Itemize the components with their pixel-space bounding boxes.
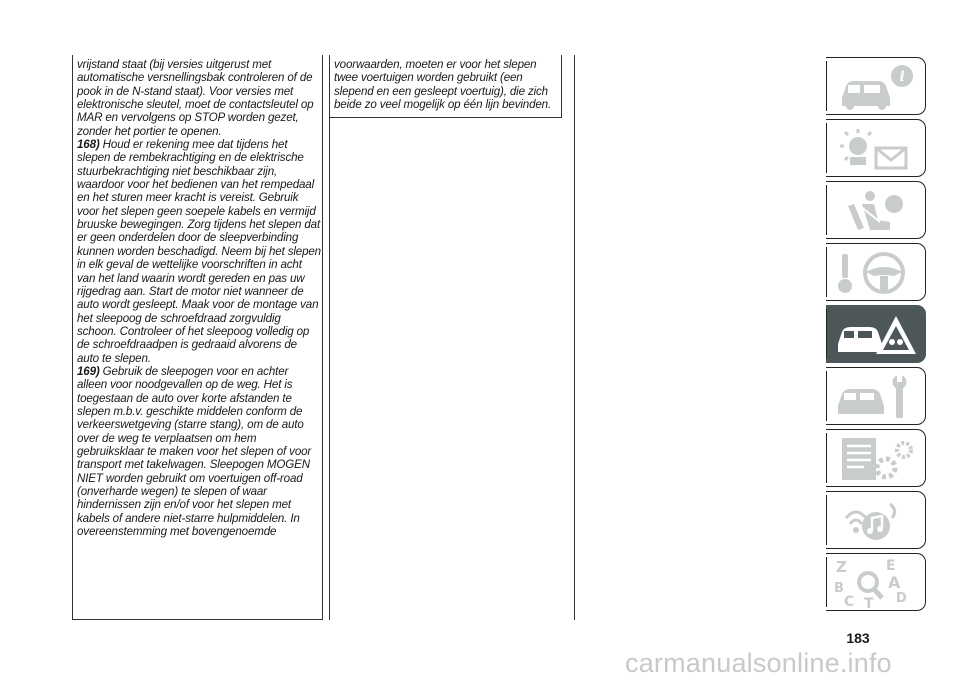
paragraph-169	[77, 365, 321, 538]
paragraph-number: 168)	[77, 138, 100, 152]
tab-technical-data[interactable]	[826, 429, 926, 487]
text-column-middle	[334, 58, 562, 111]
paragraph-text: Houd er rekening mee dat tijdens het slepen de rembekrachtiging en de elektrische stuurbekrachtiging niet beschikbaar zijn, waardoor voor het bedienen van het rempedaal en het sturen meer kracht is vereist. Gebruik voor het slepen geen soepele kabels en vermijd bruuske bewegingen. Zorg tijdens het slepen dat er geen onderdelen door de sleepverbinding kunnen worden beschadigd. Neem bij het slepen in elk geval de wettelijke voorschriften in acht van het land waarin wordt gereden en pas uw rijgedrag aan. Start de motor niet wanneer de auto wordt gesleept. Maak voor de montage van het sleepoog de schroefdraad zorgvuldig schoon. Controleer of het sleepoog volledig op de schroefdraadpen is gedraaid alvorens de auto te slepen.	[77, 138, 321, 365]
warning-light-message-icon	[834, 124, 920, 174]
column1-left-rule	[72, 55, 73, 620]
paragraph-168	[77, 138, 321, 365]
index-search-icon	[834, 558, 920, 608]
svg-text:i: i	[899, 69, 905, 85]
paragraph-continued: voorwaarden, moeten er voor het slepen twee voertuigen worden gebruikt (een slepend en een gesleept voertuig), die zich beide zo veel mogelijk op één lijn bevinden.	[334, 58, 552, 112]
tab-index[interactable]	[826, 553, 926, 611]
index-letter: D	[896, 591, 907, 606]
key-steering-wheel-icon	[834, 248, 920, 298]
car-maintenance-icon	[834, 372, 920, 422]
index-letter: B	[834, 581, 844, 596]
car-info-icon	[834, 62, 920, 112]
page-number: 183	[846, 630, 870, 646]
tab-starting-driving[interactable]	[826, 243, 926, 301]
text-column-left	[77, 58, 321, 538]
tab-safety[interactable]	[826, 181, 926, 239]
tab-maintenance[interactable]	[826, 367, 926, 425]
column1-right-rule	[322, 55, 323, 620]
index-letter: C	[844, 594, 855, 608]
watermark: carmanualsonline.info	[625, 648, 892, 678]
paragraph-text: vrijstand staat (bij versies uitgerust met automatische versnellingsbak controleren of de pook in de N-stand staat). Voor versies met elektronische sleutel, moet de contactsleutel op MAR en vervolgens op STOP worden gezet, zonder het portier te openen.	[77, 58, 314, 138]
seat-airbag-icon	[834, 186, 920, 236]
column2-left-rule	[329, 55, 330, 620]
technical-data-icon	[834, 434, 920, 484]
index-letter: E	[886, 558, 896, 574]
column1-bottom-rule	[72, 619, 322, 620]
multimedia-icon	[834, 496, 920, 546]
tab-multimedia[interactable]	[826, 491, 926, 549]
paragraph-text: Gebruik de sleepogen voor en achter alleen voor noodgevallen op de weg. Het is toegestaan de auto over korte afstanden te slepen m.b.v. geschikte middelen conform de verkeerswetgeving (starre stang), om de auto over de weg te verplaatsen om hem gebruiksklaar te maken voor het slepen of voor transport met takelwagen. Sleepogen MOGEN NIET worden gebruikt om voertuigen off-road (onverharde wegen) te slepen of waar hindernissen zijn en/of voor het slepen met kabels of andere niet-starre hulpmiddelen. In overeenstemming met bovengenoemde	[77, 364, 312, 539]
paragraph-intro	[77, 58, 321, 138]
tab-warning-lights[interactable]	[826, 119, 926, 177]
index-letter: T	[864, 596, 874, 608]
index-letter: A	[888, 573, 901, 592]
paragraph-number: 169)	[77, 364, 100, 378]
column2-bottom-rule	[329, 117, 562, 118]
column3-rule	[574, 55, 575, 620]
tab-emergency[interactable]	[826, 305, 926, 363]
tab-car-info[interactable]	[826, 57, 926, 115]
car-breakdown-warning-icon	[834, 310, 920, 360]
index-letter: Z	[836, 558, 847, 576]
